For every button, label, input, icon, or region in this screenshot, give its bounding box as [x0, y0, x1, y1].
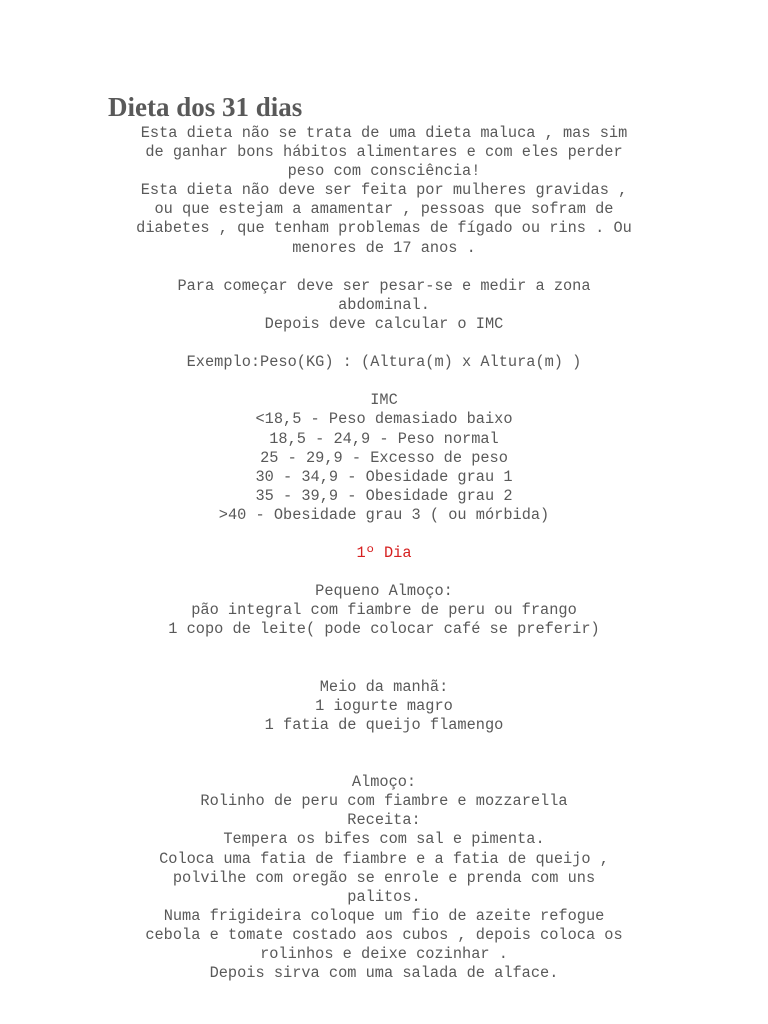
imc-heading: IMC — [370, 391, 398, 410]
recipe-line: Depois sirva com uma salada de alface. — [209, 964, 559, 983]
blank-line — [104, 525, 664, 544]
recipe-line: cebola e tomate costado aos cubos , depois coloca os — [145, 925, 623, 944]
meal-item: 1 copo de leite( pode colocar café se preferir) — [168, 620, 600, 639]
blank-line — [104, 258, 664, 277]
meal-heading: Pequeno Almoço: — [315, 582, 453, 601]
day-heading: 1º Dia — [356, 544, 412, 563]
imc-range-line: >40 - Obesidade grau 3 ( ou mórbida) — [218, 505, 550, 524]
meal-heading: Almoço: — [351, 773, 417, 792]
recipe-line: rolinhos e deixe cozinhar . — [260, 945, 508, 964]
warning-line: Esta dieta não deve ser feita por mulheres gravidas , — [140, 181, 628, 200]
instruction-line: Depois deve calcular o IMC — [264, 314, 504, 333]
warning-line: diabetes , que tenham problemas de fígado ou rins . Ou — [136, 219, 632, 238]
blank-line — [104, 640, 664, 659]
meal-item: 1 fatia de queijo flamengo — [264, 715, 504, 734]
meal-item: pão integral com fiambre de peru ou frango — [191, 601, 577, 620]
warning-line: ou que estejam a amamentar , pessoas que sofram de — [154, 200, 614, 219]
instruction-line: abdominal. — [338, 295, 430, 314]
intro-line: Esta dieta não se trata de uma dieta maluca , mas sim — [140, 124, 628, 142]
imc-range-line: 25 - 29,9 - Excesso de peso — [260, 448, 508, 467]
blank-line — [104, 372, 664, 391]
formula-line: Exemplo:Peso(KG) : (Altura(m) x Altura(m) ) — [186, 353, 582, 372]
document-title: Dieta dos 31 dias — [108, 92, 303, 122]
meal-item: Rolinho de peru com fiambre e mozzarella — [200, 792, 568, 811]
blank-line — [104, 754, 664, 773]
blank-line — [104, 563, 664, 582]
meal-heading: Meio da manhã: — [319, 677, 449, 696]
imc-range-line: <18,5 - Peso demasiado baixo — [255, 410, 513, 429]
warning-line: menores de 17 anos . — [292, 238, 476, 257]
blank-line — [104, 659, 664, 678]
recipe-line: Coloca uma fatia de fiambre e a fatia de queijo , — [159, 849, 609, 868]
blank-line — [104, 735, 664, 754]
recipe-line: Numa frigideira coloque um fio de azeite refogue — [163, 906, 605, 925]
intro-line: de ganhar bons hábitos alimentares e com eles perder — [145, 143, 623, 162]
meal-item: 1 iogurte magro — [315, 696, 453, 715]
imc-range-line: 18,5 - 24,9 - Peso normal — [269, 429, 499, 448]
imc-range-line: 30 - 34,9 - Obesidade grau 1 — [255, 467, 513, 486]
blank-line — [104, 334, 664, 353]
recipe-line: palitos. — [347, 887, 421, 906]
imc-range-line: 35 - 39,9 - Obesidade grau 2 — [255, 486, 513, 505]
recipe-line: polvilhe com oregão se enrole e prenda com uns — [172, 868, 596, 887]
document-body — [104, 124, 664, 983]
recipe-heading: Receita: — [347, 811, 421, 830]
intro-line: peso com consciência! — [287, 162, 481, 181]
recipe-line: Tempera os bifes com sal e pimenta. — [223, 830, 545, 849]
instruction-line: Para começar deve ser pesar-se e medir a zona — [177, 276, 591, 295]
